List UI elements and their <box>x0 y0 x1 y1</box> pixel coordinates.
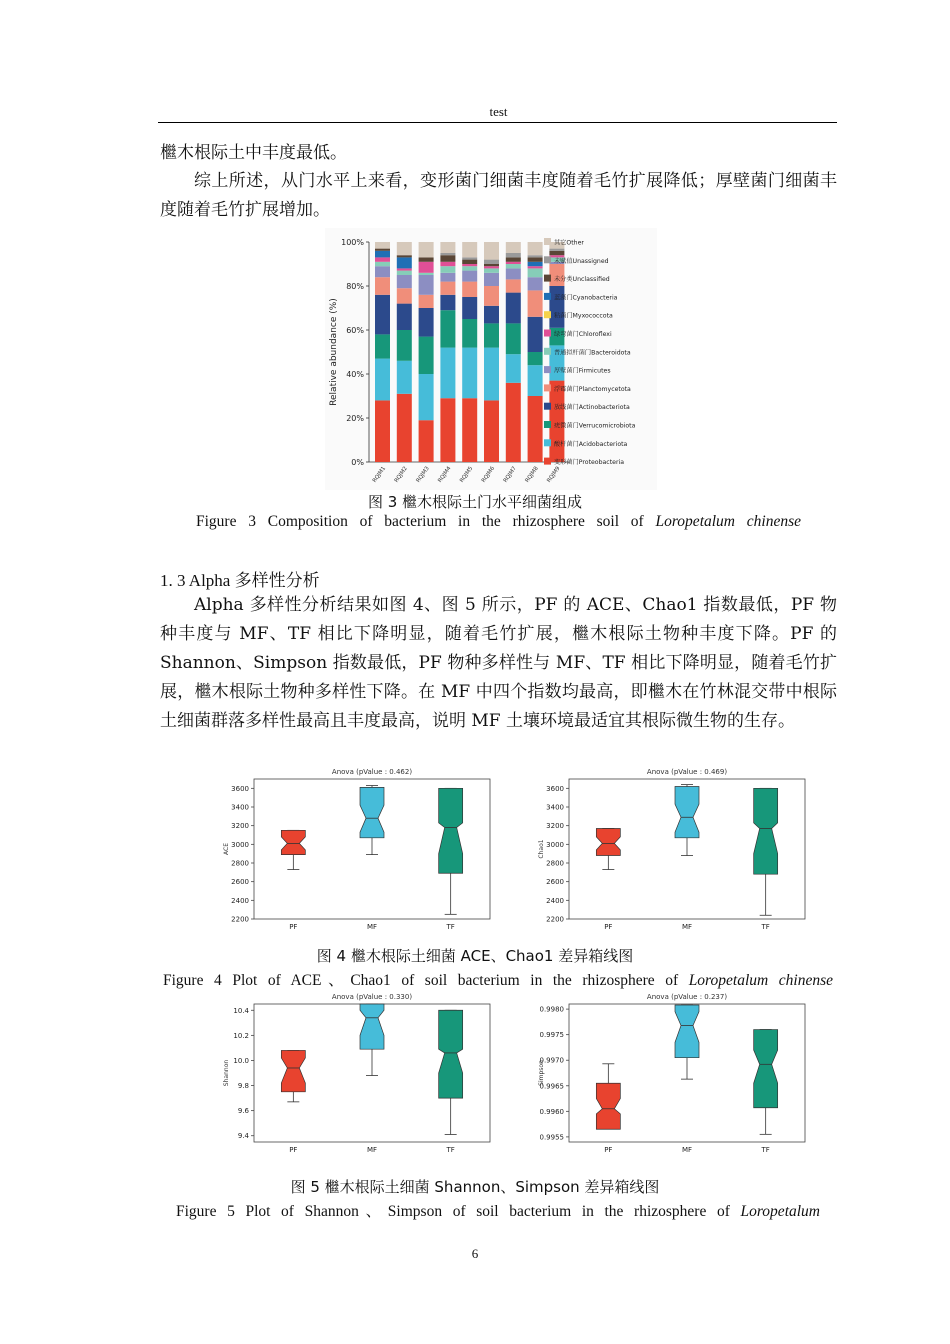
bar-segment <box>462 297 477 319</box>
bar-segment <box>484 268 499 272</box>
legend-label: 粘菌门Myxococcota <box>554 312 613 320</box>
bar-segment <box>440 255 455 262</box>
legend-swatch <box>544 311 551 318</box>
bar-segment <box>397 268 412 270</box>
caption-text: Figure 3 Composition of bacterium in the rhizosphere soil of <box>196 513 656 530</box>
notched-box <box>675 786 699 837</box>
species-name: Loropetalum <box>740 1203 820 1220</box>
bar-segment <box>506 383 521 462</box>
legend-swatch <box>544 421 551 428</box>
bar-segment <box>440 282 455 295</box>
bar-segment <box>462 266 477 270</box>
paragraph-3: Alpha 多样性分析结果如图 4、图 5 所示，PF 的 ACE、Chao1 指数最低，PF 物种丰度与 MF、TF 相比下降明显，随着毛竹扩展，檵木根际土物种丰度下降。PF 的 Shannon、Simpson 指数最低，PF 物种多样性与 MF、TF 相比下降明显，随着毛竹扩展，檵木根际土物种多样性下降。在 MF 中四个指数均最高，即檵木在竹林混交带中根际土细菌群落多样性最高且丰度最高，说明 MF 土壤环境最适宜其根际微生物的生存。 <box>160 595 837 731</box>
bar-segment <box>506 257 521 261</box>
bar-segment <box>528 262 543 266</box>
simpson-box-svg <box>537 990 809 1158</box>
bar-segment <box>506 262 521 264</box>
bar-segment <box>419 275 434 295</box>
x-tick-label: PF <box>604 1146 613 1154</box>
x-tick-label: RQJM5 <box>459 465 475 484</box>
bar-segment <box>506 293 521 324</box>
y-tick-label: 2200 <box>231 915 249 924</box>
y-tick-label: 0.9955 <box>539 1133 564 1142</box>
legend-label: 厚壁菌门Firmicutes <box>554 367 611 375</box>
bar-segment <box>462 271 477 282</box>
y-tick-label: 3000 <box>546 840 564 849</box>
bar-segment <box>549 251 564 255</box>
bar-segment <box>397 242 412 255</box>
y-tick-label: 40% <box>346 370 364 379</box>
bar-segment <box>375 295 390 335</box>
legend-swatch <box>544 458 551 465</box>
bar-segment <box>397 255 412 257</box>
bar-segment <box>375 242 390 249</box>
bar-segment <box>484 400 499 462</box>
x-tick-label: RQJM8 <box>524 465 540 484</box>
y-tick-label: 100% <box>341 238 364 247</box>
bar-segment <box>528 257 543 261</box>
paragraph-1: 檵木根际土中丰度最低。 <box>160 143 347 163</box>
y-tick-label: 0.9980 <box>539 1005 564 1014</box>
notched-box <box>360 787 384 837</box>
y-tick-label: 0.9960 <box>539 1107 564 1116</box>
x-tick-label: RQJM6 <box>480 465 497 484</box>
legend-label: 浮霉菌门Planctomycetota <box>554 385 631 393</box>
bar-segment <box>484 286 499 306</box>
y-tick-label: 0.9975 <box>539 1031 564 1040</box>
x-tick-label: RQJM4 <box>437 465 453 484</box>
x-tick-label: MF <box>366 923 378 931</box>
bar-segment <box>375 249 390 251</box>
running-header: test <box>489 104 508 119</box>
paragraph-2: 综上所述，从门水平上来看，变形菌门细菌丰度随着毛竹扩展降低；厚壁菌门细菌丰度随着毛竹扩展增加。 <box>160 171 837 220</box>
shannon-box-svg <box>222 990 494 1158</box>
bar-segment <box>462 398 477 462</box>
bar-segment <box>462 242 477 257</box>
bar-segment <box>528 268 543 277</box>
x-tick-label: TF <box>761 1146 770 1154</box>
y-tick-label: 9.8 <box>237 1082 249 1091</box>
bar-segment <box>462 260 477 264</box>
y-tick-label: 0.9965 <box>539 1082 564 1091</box>
bar-segment <box>397 304 412 330</box>
x-tick-label: RQJM3 <box>415 465 431 484</box>
bar-segment <box>440 253 455 255</box>
y-tick-label: 60% <box>346 326 364 335</box>
bar-segment <box>484 260 499 264</box>
y-tick-label: 2400 <box>546 896 564 905</box>
bar-segment <box>528 266 543 268</box>
figure-4-caption-cn: 图 4 檵木根际土细菌 ACE、Chao1 差异箱线图 <box>316 947 634 965</box>
legend-label: 未赋值Unassigned <box>554 257 609 265</box>
bar-segment <box>484 242 499 260</box>
bar-segment <box>549 286 564 328</box>
bar-segment <box>375 400 390 462</box>
y-tick-label: 2400 <box>231 896 249 905</box>
notched-box <box>360 1004 384 1049</box>
legend-label: 放线菌门Actinobacteriota <box>554 404 630 412</box>
legend-label: 酸杆菌门Acidobacteriota <box>554 440 628 448</box>
bar-segment <box>484 273 499 286</box>
y-tick-label: 20% <box>346 414 364 423</box>
x-tick-label: RQJM1 <box>371 465 388 484</box>
bar-segment <box>484 323 499 347</box>
plot-title: Anova (pValue : 0.469) <box>646 768 728 776</box>
figure-3-caption-cn: 图 3 檵木根际土门水平细菌组成 <box>367 493 583 511</box>
y-tick-label: 2800 <box>231 859 249 868</box>
bar-segment <box>419 420 434 462</box>
bar-segment <box>528 365 543 396</box>
figure-3-caption-en <box>196 513 801 531</box>
box-plot-simpson <box>537 990 809 1158</box>
bar-segment <box>484 264 499 266</box>
bar-segment <box>506 323 521 354</box>
bar-segment <box>375 257 390 261</box>
x-tick-label: PF <box>604 923 613 931</box>
y-tick-label: 3200 <box>546 822 564 831</box>
caption-text: Figure 4 Plot of ACE、Chao1 of soil bacterium in the rhizosphere of <box>163 972 689 989</box>
bar-segment <box>549 249 564 251</box>
bar-segment <box>397 361 412 394</box>
legend-label: 疣微菌门Verrucomicrobiota <box>554 422 636 430</box>
x-tick-label: TF <box>446 923 455 931</box>
legend-swatch <box>544 348 551 355</box>
figure-5-caption-cn: 图 5 檵木根际土细菌 Shannon、Simpson 差异箱线图 <box>290 1178 660 1196</box>
y-tick-label: 3600 <box>231 784 249 793</box>
y-tick-label: 80% <box>346 282 364 291</box>
legend-swatch <box>544 439 551 446</box>
y-axis-label: Shannon <box>223 1059 230 1087</box>
bar-segment <box>440 273 455 282</box>
bar-segment <box>419 337 434 374</box>
bar-segment <box>528 255 543 257</box>
legend-label: 普通拟杆菌门Bacteroidota <box>554 349 631 357</box>
bar-segment <box>528 317 543 352</box>
y-tick-label: 10.2 <box>233 1031 249 1040</box>
bar-segment <box>375 251 390 258</box>
bar-segment <box>397 394 412 462</box>
bar-segment <box>506 354 521 383</box>
x-tick-label: TF <box>761 923 770 931</box>
notched-box <box>675 1005 699 1058</box>
bar-segment <box>440 398 455 462</box>
bar-segment <box>484 306 499 324</box>
bar-segment <box>375 359 390 401</box>
legend-swatch <box>544 403 551 410</box>
bar-segment <box>375 262 390 266</box>
plot-title: Anova (pValue : 0.330) <box>331 993 413 1001</box>
bar-segment <box>375 277 390 295</box>
y-tick-label: 9.6 <box>237 1107 249 1116</box>
bar-segment <box>506 264 521 268</box>
bar-segment <box>440 266 455 273</box>
bar-segment <box>419 295 434 308</box>
bar-segment <box>506 253 521 257</box>
bar-segment <box>375 266 390 277</box>
y-tick-label: 2600 <box>231 878 249 887</box>
plot-title: Anova (pValue : 0.237) <box>646 993 728 1001</box>
figure-5-caption-en <box>176 1199 820 1221</box>
figure-3-stacked-bar <box>325 228 657 490</box>
y-tick-label: 2600 <box>546 878 564 887</box>
legend-swatch <box>544 366 551 373</box>
legend-swatch <box>544 293 551 300</box>
bar-segment <box>484 266 499 268</box>
legend-swatch <box>544 238 551 245</box>
legend-swatch <box>544 275 551 282</box>
bar-segment <box>528 396 543 462</box>
x-tick-label: MF <box>681 923 693 931</box>
bar-segment <box>440 295 455 310</box>
bar-segment <box>440 348 455 399</box>
ace-box-svg <box>222 765 494 935</box>
y-tick-label: 9.4 <box>237 1132 249 1141</box>
box-plot-chao1 <box>537 765 809 935</box>
bar-segment <box>528 290 543 316</box>
x-tick-label: MF <box>681 1146 693 1154</box>
species-name: Loropetalum chinense <box>655 513 801 530</box>
legend-swatch <box>544 256 551 263</box>
y-tick-label: 2800 <box>546 859 564 868</box>
stacked-bar-chart <box>325 228 657 490</box>
bar-segment <box>440 242 455 253</box>
figure-4-caption-en <box>163 968 833 990</box>
bar-segment <box>419 308 434 337</box>
bar-segment <box>419 242 434 257</box>
x-tick-label: RQJM7 <box>502 465 518 484</box>
page-number: 6 <box>471 1246 479 1261</box>
x-tick-label: RQJM2 <box>393 465 409 484</box>
bar-segment <box>462 257 477 259</box>
bar-segment <box>419 374 434 420</box>
legend-label: 蓝藻门Cyanobacteria <box>554 294 618 302</box>
bar-segment <box>462 264 477 266</box>
legend-label: 未分类Unclassified <box>554 276 610 284</box>
legend-label: 变形菌门Proteobacteria <box>554 459 624 467</box>
plot-title: Anova (pValue : 0.462) <box>331 768 413 776</box>
y-tick-label: 3600 <box>546 784 564 793</box>
bar-segment <box>462 282 477 297</box>
bar-segment <box>462 319 477 348</box>
bar-segment <box>419 262 434 273</box>
legend-swatch <box>544 330 551 337</box>
bar-segment <box>506 268 521 279</box>
x-tick-label: RQJM9 <box>546 465 562 484</box>
bar-segment <box>484 348 499 401</box>
legend-label: 绿弯菌门Chloroflexi <box>554 331 612 338</box>
y-axis-label: Simpson <box>538 1060 545 1086</box>
bar-segment <box>440 310 455 347</box>
box-plot-ace <box>222 765 494 935</box>
x-tick-label: MF <box>366 1146 378 1154</box>
bar-segment <box>506 242 521 253</box>
y-axis-label: Chao1 <box>538 839 545 859</box>
y-tick-label: 3400 <box>231 803 249 812</box>
box-plot-shannon <box>222 990 494 1158</box>
x-tick-label: PF <box>289 1146 298 1154</box>
bar-segment <box>397 330 412 361</box>
bar-segment <box>375 334 390 358</box>
bar-segment <box>419 273 434 275</box>
bar-segment <box>419 257 434 261</box>
header-rule <box>158 122 837 123</box>
legend-label: 其它Other <box>554 239 584 247</box>
bar-segment <box>528 352 543 365</box>
y-tick-label: 3200 <box>231 822 249 831</box>
legend-swatch <box>544 384 551 391</box>
bar-segment <box>440 262 455 266</box>
x-tick-label: TF <box>446 1146 455 1154</box>
y-axis-label: ACE <box>223 843 230 855</box>
y-tick-label: 10.0 <box>233 1056 249 1065</box>
bar-segment <box>397 271 412 275</box>
y-tick-label: 0.9970 <box>539 1056 564 1065</box>
species-name: Loropetalum chinense <box>688 972 833 989</box>
section-title: 1. 3 Alpha 多样性分析 <box>160 571 320 590</box>
bar-segment <box>397 257 412 268</box>
y-tick-label: 2200 <box>546 915 564 924</box>
bar-segment <box>528 242 543 255</box>
y-axis-label: Relative abundance (%) <box>329 298 339 406</box>
y-tick-label: 3000 <box>231 840 249 849</box>
bar-segment <box>397 275 412 288</box>
x-tick-label: PF <box>289 923 298 931</box>
bar-segment <box>397 288 412 303</box>
chao1-box-svg <box>537 765 809 935</box>
caption-text: Figure 5 Plot of Shannon、Simpson of soil bacterium in the rhizosphere of <box>176 1203 741 1220</box>
bar-segment <box>506 279 521 292</box>
y-tick-label: 10.4 <box>233 1006 249 1015</box>
bar-segment <box>528 277 543 290</box>
y-tick-label: 0% <box>351 458 364 467</box>
bar-segment <box>462 348 477 399</box>
y-tick-label: 3400 <box>546 803 564 812</box>
